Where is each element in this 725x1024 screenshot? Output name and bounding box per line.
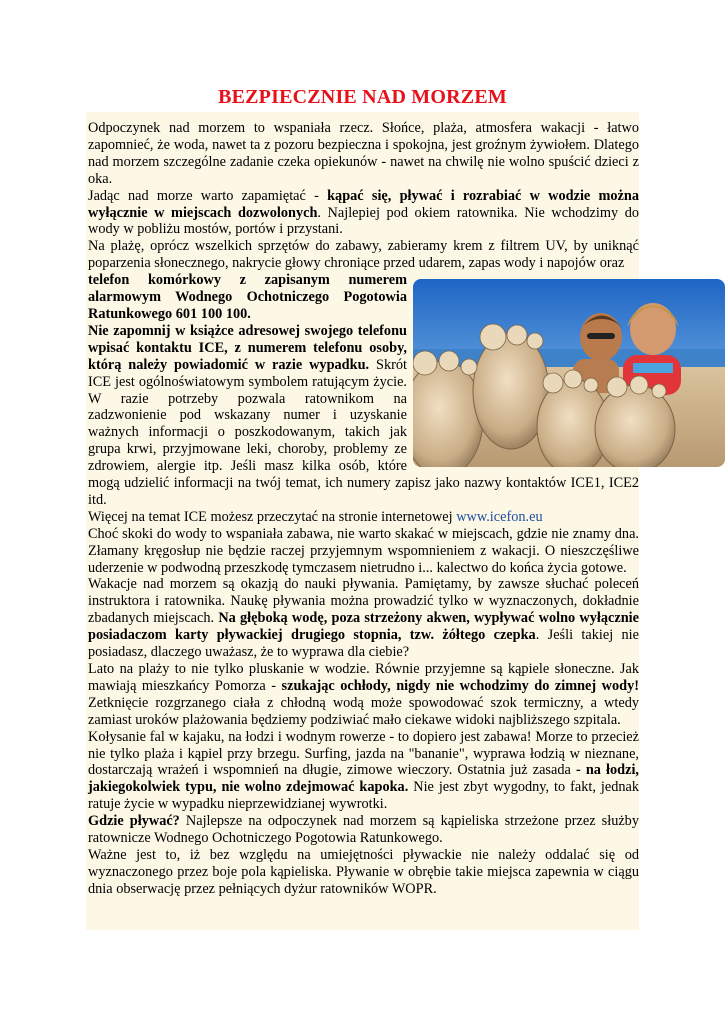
text-run: Skrót ICE jest ogólnoświatowym symbolem ratującym życie. W razie potrzeby pozwala ratownikom na zadzwonienie pod wskazany numer i uzyskanie ważnych informacji o poszkodowanym, takich jak grupa krwi, przyjmowane leki, choroby, problemy ze zdrowiem, alergie itp. Jeśli masz kilka osób, które mogą udzielić informacji na twój temat, ich numery zapisz jako nazwy kontaktów ICE1, ICE2 itd. [88,356,639,508]
bold-run: szukając ochłody, nigdy nie wchodzimy do zimnej wody! [281,677,639,694]
bold-run: - na łodzi, jakiegokolwiek typu, nie wolno zdejmować kapoka. [88,762,639,796]
bold-run: Nie zapomnij w książce adresowej swojego telefonu wpisać kontaktu ICE, z numerem telefonu osoby, którą należy powiadomić w razie wypadku. [88,322,407,373]
text-run: Na plażę, oprócz wszelkich sprzętów do zabawy, zabieramy krem z filtrem UV, by uniknąć poparzenia słonecznego, nakrycie głowy chroniące przed udarem, zapas wody i napojów oraz [88,238,639,272]
paragraph-boating [88,729,639,814]
icefon-link[interactable]: www.icefon.eu [456,508,543,525]
text-run: Jadąc nad morze warto zapamiętać - [88,187,328,204]
text-run: . Najlepiej pod okiem ratownika. Nie wchodzimy do wody w pobliżu mostów, portów i przystani. [88,204,639,238]
text-run: Zetknięcie rozgrzanego ciała z chłodną wodą może spowodować szok termiczny, a wtedy zamiast uroków plażowania będziemy podziwiać mało ciekawe widoki najbliższego szpitala. [88,694,639,728]
bold-run: telefon komórkowy z zapisanym numerem alarmowym Wodnego Ochotniczego Pogotowia Ratunkowego 601 100 100. [88,272,407,322]
paragraph-swimming-lessons [88,576,639,661]
bold-run: Gdzie pływać? [88,813,180,830]
beach-feet-image [413,279,725,467]
article-body [88,120,639,898]
paragraph-ice-website [88,509,639,526]
text-run: Więcej na temat ICE możesz przeczytać na stronie internetowej [88,508,457,525]
text-run: Najlepsze na odpoczynek nad morzem są kąpieliska strzeżone przez służby ratownicze Wodnego Ochotniczego Pogotowia Ratunkowego. [88,813,639,847]
paragraph-intro: Odpoczynek nad morzem to wspaniała rzecz. Słońce, plaża, atmosfera wakacji - łatwo zapomnieć, że woda, nawet ta z pozoru bezpieczna i spokojna, jest groźnym żywiołem. Dlatego nad morzem szczególne zadanie czeka opiekunów - nawet na chwilę nie wolno spuścić dzieci z oka. [88,120,639,187]
paragraph-beach-equipment [88,238,639,272]
page-title: BEZPIECZNIE NAD MORZEM [218,86,507,108]
text-run: Wakacje nad morzem są okazją do nauki pływania. Pamiętamy, by zawsze słuchać poleceń instruktora i ratownika. Naukę pływania można prowadzić tylko w wyznaczonych, dokładnie zbadanych miejscach. [88,576,639,627]
text-run: . Jeśli takiej nie posiadasz, dlaczego uważasz, że to wyprawa dla ciebie? [88,627,640,661]
paragraph-where-to-swim [88,813,639,847]
bold-run: Na głęboką wodę, poza strzeżony akwen, wypływać wolno wyłącznie posiadaczom karty pływackiej drugiego stopnia, tzw. żółtego czepka [88,610,639,644]
paragraph-diving: Choć skoki do wody to wspaniała zabawa, nie warto skakać w miejscach, gdzie nie znamy dna. Złamany kręgosłup nie będzie raczej przyjemnym wspomnieniem z wakacji. O nieszczęśliwe uderzenie w podwodną przeszkodę tymczasem nietrudno i... kalectwo do końca życia gotowe. [88,525,639,576]
beach-feet-photo [413,279,725,467]
paragraph-sunbathing [88,661,639,729]
text-run: Kołysanie fal w kajaku, na łodzi i wodnym rowerze - to dopiero jest zabawa! Morze to przecież nie tylko plaża i kąpiel przy brzegu. Surfing, jazda na "bananie", wyprawa łodzią w nieznane, dostarczają wrażeń i wspomnień na długie, zimowe wieczory. Ostatnia już zasada [88,728,639,779]
paragraph-safe-places [88,188,639,239]
text-run: Lato na plaży to nie tylko pluskanie w wodzie. Równie przyjemne są kąpiele słoneczne. Jak mawiają mieszkańcy Pomorza - [88,661,639,694]
text-run: Nie jest zbyt wygodny, to fakt, jednak ratuje życie w wypadku nieprzewidzianej wywrotki. [88,779,639,813]
paragraph-buoys: Ważne jest to, iż bez względu na umiejętności pływackie nie należy oddalać się od wyznaczonego przez boje pola kąpieliska. Pływanie w obrębie takie miejsca zapewnia w ciągu dnia obserwację przez pełniących dyżur ratowników WOPR. [88,846,639,897]
bold-run: kąpać się, pływać i rozrabiać w wodzie można wyłącznie w miejscach dozwolonych [88,187,639,221]
